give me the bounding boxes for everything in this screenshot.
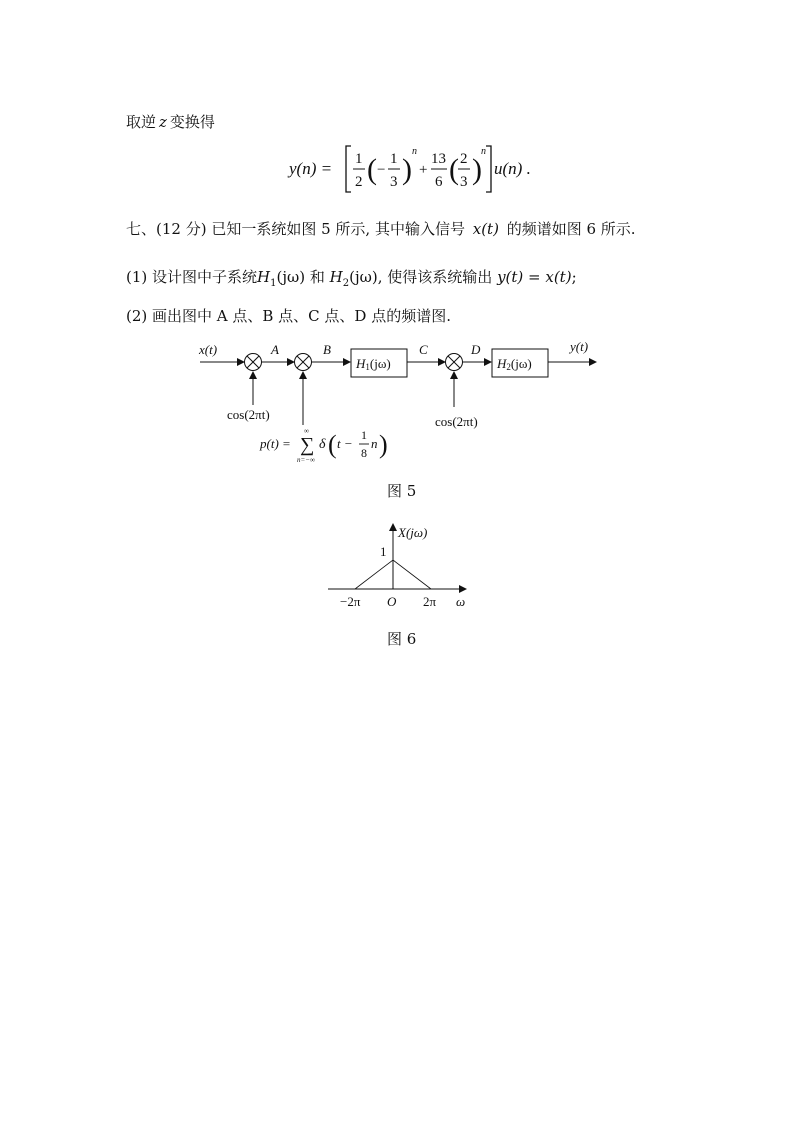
svg-text:): ) bbox=[402, 153, 412, 186]
svg-text:(: ( bbox=[449, 153, 459, 186]
eq-frac1-den: 2 bbox=[355, 174, 363, 190]
intro-var: z bbox=[159, 113, 167, 131]
input-label: x(t) bbox=[199, 342, 218, 357]
problem-header-var: x(t) bbox=[472, 220, 499, 238]
pt-lhs: p(t) = bbox=[260, 436, 291, 451]
h2-label: H bbox=[497, 356, 507, 371]
q1-end: ; bbox=[571, 268, 577, 286]
eq-plus: + bbox=[419, 162, 428, 178]
eq-left-bracket bbox=[346, 146, 351, 192]
y-axis-label: X(jω) bbox=[398, 525, 428, 540]
svg-text:): ) bbox=[472, 153, 482, 186]
peak-label: 1 bbox=[380, 544, 387, 559]
pt-den: 8 bbox=[361, 446, 367, 460]
eq-inner1-exp: n bbox=[412, 146, 417, 157]
label-d: D bbox=[471, 342, 481, 357]
h1-arg: (jω) bbox=[369, 356, 391, 371]
q1-h1-sub: 1 bbox=[270, 278, 277, 289]
eq-inner2-exp: n bbox=[481, 146, 486, 157]
svg-text:(: ( bbox=[328, 430, 337, 459]
result-equation bbox=[285, 140, 531, 198]
pt-num: 1 bbox=[361, 428, 367, 442]
tick-right-label: 2π bbox=[423, 594, 437, 609]
problem-header bbox=[126, 218, 636, 239]
eq-right-bracket bbox=[486, 146, 491, 192]
svg-text:(: ( bbox=[367, 153, 377, 186]
cos1-label: cos(2πt) bbox=[227, 407, 270, 422]
eq-inner2-den: 3 bbox=[460, 174, 468, 190]
h2-arg: (jω) bbox=[510, 356, 532, 371]
intro-line bbox=[126, 111, 215, 132]
question-2: (2) 画出图中 A 点、B 点、C 点、D 点的频谱图. bbox=[126, 307, 451, 325]
svg-text:H1(jω) bbox=[355, 356, 391, 372]
pt-t: t − bbox=[337, 436, 353, 451]
figure-5-block-diagram bbox=[190, 335, 610, 470]
q1-h2: H bbox=[329, 268, 343, 286]
intro-prefix: 取逆 bbox=[126, 113, 157, 131]
q1-prefix: (1) 设计图中子系统 bbox=[126, 268, 258, 286]
eq-tail: u(n) . bbox=[494, 159, 531, 178]
pt-sum-sign: ∑ bbox=[300, 434, 315, 456]
question-1 bbox=[126, 266, 577, 289]
intro-suffix: 变换得 bbox=[169, 113, 215, 131]
multiplier-2 bbox=[295, 354, 312, 371]
pt-sum-top: ∞ bbox=[304, 427, 309, 435]
cos2-label: cos(2πt) bbox=[435, 414, 478, 429]
label-a: A bbox=[271, 342, 279, 357]
problem-header-tail: 的频谱如图 6 所示. bbox=[506, 220, 636, 238]
q1-and: 和 bbox=[309, 268, 325, 286]
q1-h2-sub: 2 bbox=[342, 278, 350, 289]
multiplier-3 bbox=[446, 354, 463, 371]
label-b: B bbox=[323, 342, 331, 357]
pt-delta: δ bbox=[319, 437, 326, 452]
q1-h1: H bbox=[257, 268, 271, 286]
figure-5-caption: 图 5 bbox=[387, 482, 417, 500]
eq-inner1-den: 3 bbox=[390, 174, 398, 190]
origin-label: O bbox=[387, 594, 397, 609]
eq-inner2-num: 2 bbox=[460, 151, 468, 167]
h1-label: H bbox=[356, 356, 366, 371]
q1-h1-arg: (jω) bbox=[276, 268, 306, 286]
tick-left-label: −2π bbox=[340, 594, 361, 609]
eq-lhs: y(n) = bbox=[289, 159, 333, 178]
eq-frac2-den: 6 bbox=[435, 174, 443, 190]
h2-sub: 2 bbox=[506, 362, 511, 372]
h1-sub: 1 bbox=[365, 362, 370, 372]
x-axis-label: ω bbox=[456, 594, 466, 609]
eq-frac2-num: 13 bbox=[431, 151, 446, 167]
pt-sum-bot: n=−∞ bbox=[297, 456, 315, 464]
label-c: C bbox=[419, 342, 428, 357]
output-label: y(t) bbox=[570, 339, 589, 354]
svg-text:H2(jω) bbox=[496, 356, 532, 372]
multiplier-1 bbox=[245, 354, 262, 371]
svg-text:): ) bbox=[379, 430, 388, 459]
pt-n: n bbox=[371, 436, 378, 451]
figure-6-spectrum bbox=[320, 518, 480, 613]
q1-mid: , 使得该系统输出 bbox=[377, 268, 493, 286]
q1-eq: y(t) = x(t) bbox=[497, 268, 572, 286]
eq-frac1-num: 1 bbox=[355, 151, 363, 167]
q1-h2-arg: (jω) bbox=[349, 268, 378, 286]
figure-6-caption: 图 6 bbox=[387, 630, 417, 648]
problem-header-text: 七、(12 分) 已知一系统如图 5 所示, 其中输入信号 bbox=[126, 220, 465, 238]
eq-inner1-sign: − bbox=[377, 162, 386, 178]
pt-expression bbox=[259, 427, 388, 464]
eq-inner1-num: 1 bbox=[390, 151, 398, 167]
